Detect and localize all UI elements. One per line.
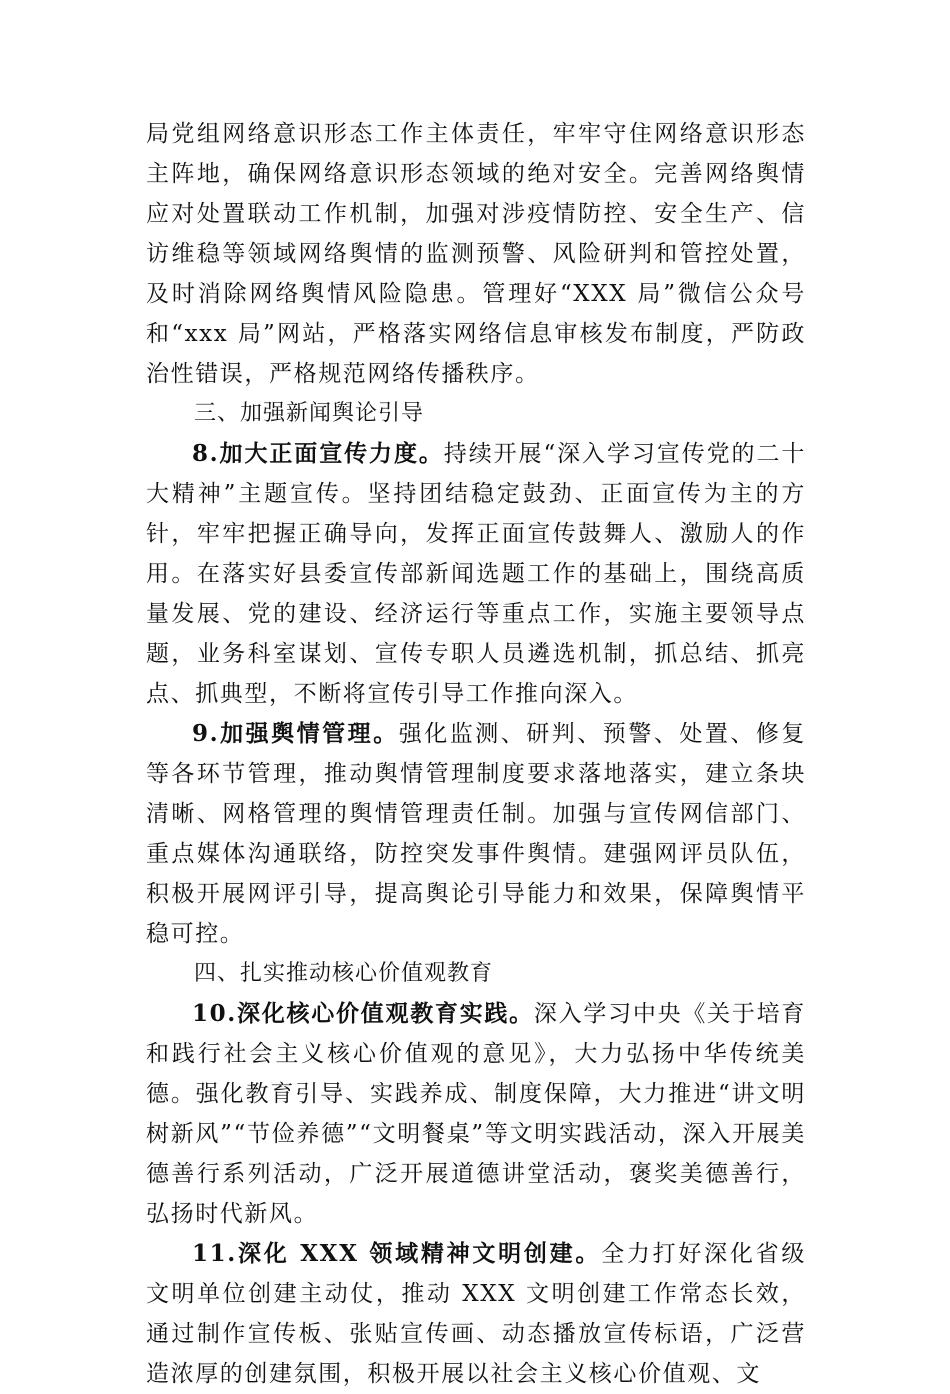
section-heading-3: 三、加强新闻舆论引导 (194, 401, 425, 426)
item-8-title: 8.加大正面宣传力度。 (192, 440, 444, 467)
document-body (146, 114, 806, 1394)
item-10-body: 深入学习中央《关于培育和践行社会主义核心价值观的意见》，大力弘扬中华传统美德。强化教育引导、实践养成、制度保障，大力推进“讲文明树新风”“节俭养德”“文明餐桌”等文明实践活动，深入开展美德善行系列活动，广泛开展道德讲堂活动，褒奖美德善行，弘扬时代新风。 (146, 1001, 806, 1227)
item-9-body: 强化监测、研判、预警、处置、修复等各环节管理，推动舆情管理制度要求落地落实，建立条块清晰、网格管理的舆情管理责任制。加强与宣传网信部门、重点媒体沟通联络，防控突发事件舆情。建强网评员队伍，积极开展网评引导，提高舆论引导能力和效果，保障舆情平稳可控。 (146, 721, 806, 947)
item-9-title: 9.加强舆情管理。 (192, 720, 399, 747)
item-10-paragraph (146, 994, 806, 1234)
item-11-title: 11.深化 XXX 领域精神文明创建。 (192, 1240, 602, 1267)
item-11-body: 全力打好深化省级文明单位创建主动仗，推动 XXX 文明创建工作常态长效，通过制作宣传板、张贴宣传画、动态播放宣传标语，广泛营造浓厚的创建氛围，积极开展以社会主义核心价值观、文 (146, 1241, 806, 1387)
item-8-body: 持续开展“深入学习宣传党的二十大精神”主题宣传。坚持团结稳定鼓劲、正面宣传为主的方针，牢牢把握正确导向，发挥正面宣传鼓舞人、激励人的作用。在落实好县委宣传部新闻选题工作的基础上，围绕高质量发展、党的建设、经济运行等重点工作，实施主要领导点题，业务科室谋划、宣传专职人员遴选机制，抓总结、抓亮点、抓典型，不断将宣传引导工作推向深入。 (146, 441, 806, 707)
intro-paragraph: 局党组网络意识形态工作主体责任，牢牢守住网络意识形态主阵地，确保网络意识形态领域的绝对安全。完善网络舆情应对处置联动工作机制，加强对涉疫情防控、安全生产、信访维稳等领域网络舆情的监测预警、风险研判和管控处置，及时消除网络舆情风险隐患。管理好“XXX 局”微信公众号和“xxx 局”网站，严格落实网络信息审核发布制度，严防政治性错误，严格规范网络传播秩序。 (146, 121, 806, 387)
item-8-paragraph (146, 434, 806, 714)
item-10-title: 10.深化核心价值观教育实践。 (192, 1000, 534, 1027)
section-heading-4: 四、扎实推动核心价值观教育 (194, 961, 494, 986)
item-11-paragraph (146, 1234, 806, 1394)
item-9-paragraph (146, 714, 806, 954)
